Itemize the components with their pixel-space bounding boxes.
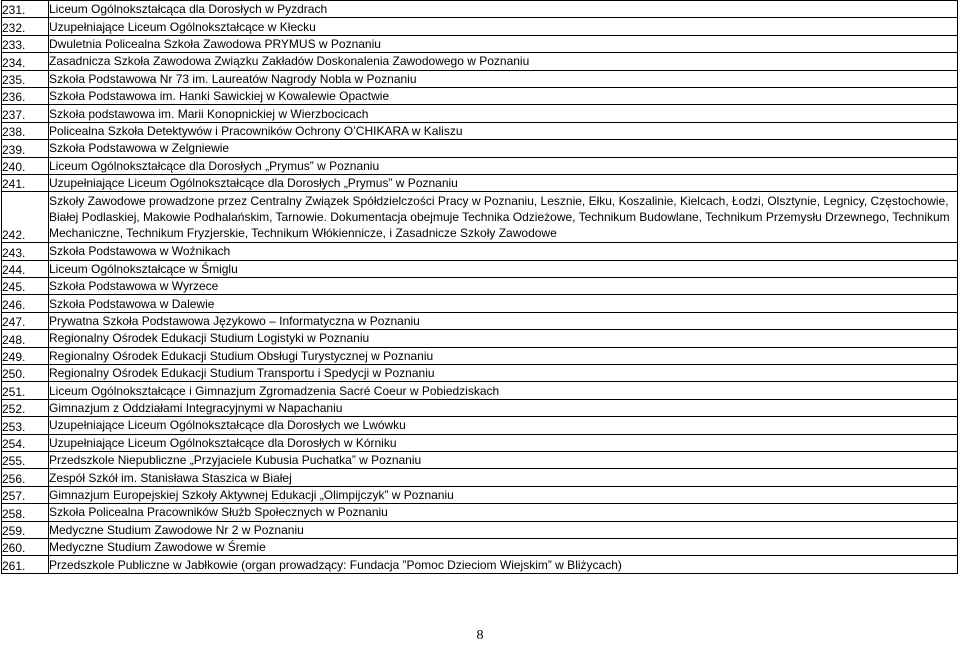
table-row [2, 330, 958, 347]
school-name: Szkoła Podstawowa w Dalewie [49, 295, 958, 312]
row-number: 248. [2, 330, 49, 347]
school-name: Szkoła podstawowa im. Marii Konopnickiej w Wierzbocicach [49, 105, 958, 122]
table-row [2, 105, 958, 122]
school-name: Szkoła Policealna Pracowników Służb Społecznych w Poznaniu [49, 504, 958, 521]
table-row [2, 260, 958, 277]
table-row [2, 365, 958, 382]
table-row [2, 53, 958, 70]
row-number: 237. [2, 105, 49, 122]
school-name: Szkoła Podstawowa w Woźnikach [49, 243, 958, 260]
row-number: 246. [2, 295, 49, 312]
row-number: 242. [2, 192, 49, 243]
schools-table-body [2, 1, 958, 574]
school-name: Zasadnicza Szkoła Zawodowa Związku Zakładów Doskonalenia Zawodowego w Poznaniu [49, 53, 958, 70]
table-row [2, 469, 958, 486]
table-row [2, 347, 958, 364]
table-row [2, 486, 958, 503]
row-number: 257. [2, 486, 49, 503]
school-name: Uzupełniające Liceum Ogólnokształcące w Kłecku [49, 18, 958, 35]
schools-table [1, 0, 958, 574]
table-row [2, 521, 958, 538]
row-number: 239. [2, 140, 49, 157]
row-number: 231. [2, 1, 49, 18]
school-name: Szkoła Podstawowa im. Hanki Sawickiej w Kowalewie Opactwie [49, 87, 958, 104]
table-row [2, 174, 958, 191]
school-name: Uzupełniające Liceum Ogólnokształcące dla Dorosłych we Lwówku [49, 417, 958, 434]
school-name: Gimnazjum Europejskiej Szkoły Aktywnej Edukacji „Olimpijczyk” w Poznaniu [49, 486, 958, 503]
table-row [2, 122, 958, 139]
school-name: Liceum Ogólnokształcące i Gimnazjum Zgromadzenia Sacré Coeur w Pobiedziskach [49, 382, 958, 399]
school-name: Regionalny Ośrodek Edukacji Studium Transportu i Spedycji w Poznaniu [49, 365, 958, 382]
table-row [2, 157, 958, 174]
table-row [2, 295, 958, 312]
row-number: 255. [2, 451, 49, 468]
school-name: Szkoła Podstawowa Nr 73 im. Laureatów Nagrody Nobla w Poznaniu [49, 70, 958, 87]
school-name: Przedszkole Niepubliczne „Przyjaciele Kubusia Puchatka” w Poznaniu [49, 451, 958, 468]
school-name: Szkoły Zawodowe prowadzone przez Centralny Związek Spółdzielczości Pracy w Poznaniu, Lesznie, Ełku, Koszalinie, Kielcach, Łodzi, Olsztynie, Legnicy, Częstochowie, Białej Podlaskiej, Makowie Podhalańskim, Tarnowie. Dokumentacja obejmuje Technika Odzieżowe, Technikum Budowlane, Technikum Przemysłu Drzewnego, Technikum Mechaniczne, Technikum Fryzjerskie, Technikum Włókiennicze, i Zasadnicze Szkoły Zawodowe [49, 192, 958, 243]
row-number: 238. [2, 122, 49, 139]
school-name: Liceum Ogólnokształcąca dla Dorosłych w Pyzdrach [49, 1, 958, 18]
school-name: Liceum Ogólnokształcące w Śmiglu [49, 260, 958, 277]
table-row [2, 417, 958, 434]
school-name: Medyczne Studium Zawodowe w Śremie [49, 538, 958, 555]
table-row [2, 18, 958, 35]
row-number: 243. [2, 243, 49, 260]
row-number: 245. [2, 278, 49, 295]
school-name: Dwuletnia Policealna Szkoła Zawodowa PRYMUS w Poznaniu [49, 35, 958, 52]
table-row [2, 140, 958, 157]
school-name: Przedszkole Publiczne w Jabłkowie (organ prowadzący: Fundacja ”Pomoc Dzieciom Wiejskim” w Bliżycach) [49, 556, 958, 573]
school-name: Regionalny Ośrodek Edukacji Studium Logistyki w Poznaniu [49, 330, 958, 347]
table-row [2, 87, 958, 104]
table-row [2, 278, 958, 295]
school-name: Regionalny Ośrodek Edukacji Studium Obsługi Turystycznej w Poznaniu [49, 347, 958, 364]
row-number: 250. [2, 365, 49, 382]
row-number: 254. [2, 434, 49, 451]
row-number: 258. [2, 504, 49, 521]
row-number: 259. [2, 521, 49, 538]
row-number: 241. [2, 174, 49, 191]
row-number: 261. [2, 556, 49, 573]
row-number: 235. [2, 70, 49, 87]
school-name: Medyczne Studium Zawodowe Nr 2 w Poznaniu [49, 521, 958, 538]
school-name: Uzupełniające Liceum Ogólnokształcące dla Dorosłych w Kórniku [49, 434, 958, 451]
table-row [2, 434, 958, 451]
table-row [2, 192, 958, 243]
table-row [2, 70, 958, 87]
page-number: 8 [476, 628, 484, 643]
row-number: 251. [2, 382, 49, 399]
school-name: Prywatna Szkoła Podstawowa Językowo – Informatyczna w Poznaniu [49, 312, 958, 329]
school-name: Policealna Szkoła Detektywów i Pracowników Ochrony O’CHIKARA w Kaliszu [49, 122, 958, 139]
row-number: 233. [2, 35, 49, 52]
row-number: 240. [2, 157, 49, 174]
table-row [2, 382, 958, 399]
school-name: Szkoła Podstawowa w Wyrzece [49, 278, 958, 295]
table-row [2, 556, 958, 573]
row-number: 232. [2, 18, 49, 35]
row-number: 253. [2, 417, 49, 434]
school-name: Uzupełniające Liceum Ogólnokształcące dla Dorosłych „Prymus” w Poznaniu [49, 174, 958, 191]
table-row [2, 399, 958, 416]
row-number: 236. [2, 87, 49, 104]
row-number: 234. [2, 53, 49, 70]
table-row [2, 35, 958, 52]
table-row [2, 243, 958, 260]
row-number: 247. [2, 312, 49, 329]
table-row [2, 1, 958, 18]
table-row [2, 538, 958, 555]
school-name: Gimnazjum z Oddziałami Integracyjnymi w Napachaniu [49, 399, 958, 416]
school-name: Szkoła Podstawowa w Zelgniewie [49, 140, 958, 157]
table-row [2, 451, 958, 468]
table-row [2, 504, 958, 521]
row-number: 249. [2, 347, 49, 364]
row-number: 252. [2, 399, 49, 416]
row-number: 244. [2, 260, 49, 277]
table-row [2, 312, 958, 329]
row-number: 256. [2, 469, 49, 486]
school-name: Zespół Szkół im. Stanisława Staszica w Białej [49, 469, 958, 486]
school-name: Liceum Ogólnokształcące dla Dorosłych „Prymus” w Poznaniu [49, 157, 958, 174]
row-number: 260. [2, 538, 49, 555]
